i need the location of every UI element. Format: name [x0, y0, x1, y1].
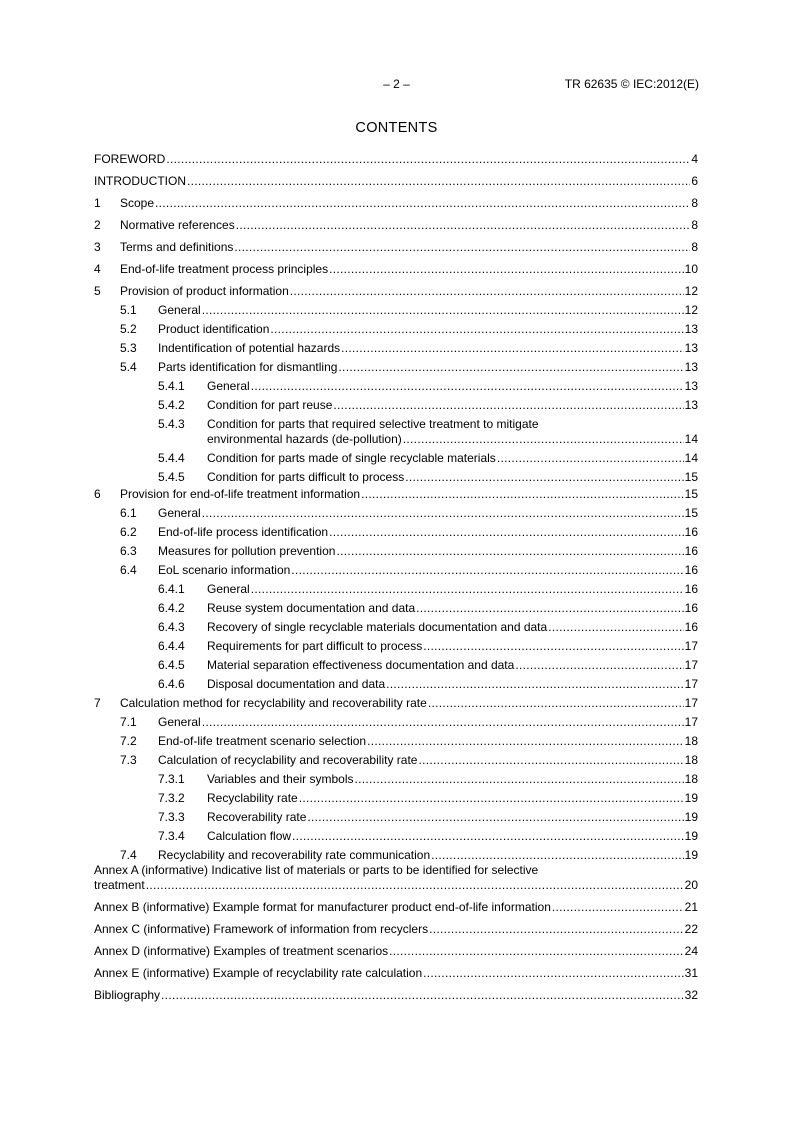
toc-page: 17: [684, 658, 698, 672]
toc-page: 17: [684, 639, 698, 653]
toc-entry-6-4-6[interactable]: [94, 677, 698, 692]
toc-number: 7.4: [120, 848, 137, 862]
toc-entry-5-4-5[interactable]: [94, 470, 698, 485]
toc-title: Variables and their symbols: [207, 772, 354, 786]
toc-page: 21: [684, 900, 698, 914]
toc-entry-7-2[interactable]: [94, 734, 698, 749]
dot-leader: [329, 262, 684, 277]
toc-number: 5: [94, 284, 101, 298]
toc-entry-5-4-3[interactable]: [94, 417, 698, 447]
dot-leader: [405, 470, 683, 485]
toc-entry-6[interactable]: [94, 487, 698, 502]
toc-number: 7.3.1: [158, 772, 185, 786]
dot-leader: [202, 303, 684, 318]
toc-page: 19: [684, 848, 698, 862]
toc-entry-7-3-3[interactable]: [94, 810, 698, 825]
dot-leader: [389, 944, 684, 959]
toc-number: 6.3: [120, 544, 137, 558]
toc-page: 8: [691, 218, 698, 232]
dot-leader: [202, 715, 684, 730]
toc-title: End-of-life process identification: [158, 525, 329, 539]
toc-page: 16: [684, 525, 698, 539]
toc-title: General: [158, 506, 201, 520]
toc-title: Calculation flow: [207, 829, 292, 843]
toc-page: 31: [684, 966, 698, 980]
toc-page: 16: [684, 620, 698, 634]
toc-page: 16: [684, 563, 698, 577]
toc-title-line1: Condition for parts that required selective treatment to mitigate: [207, 417, 539, 431]
toc-page: 10: [684, 262, 698, 276]
toc-title: Terms and definitions: [120, 240, 234, 254]
page-number: – 2 –: [383, 77, 410, 91]
toc-entry-7-3-2[interactable]: [94, 791, 698, 806]
toc-title: General: [207, 582, 250, 596]
dot-leader: [291, 563, 683, 578]
toc-number: 6.4.1: [158, 582, 185, 596]
toc-entry-7-3[interactable]: [94, 753, 698, 768]
toc-title: Condition for parts difficult to process: [207, 470, 405, 484]
toc-entry-3[interactable]: [94, 240, 698, 255]
toc-entry-introduction[interactable]: [94, 174, 698, 189]
toc-entry-6-2[interactable]: [94, 525, 698, 540]
document-identifier: TR 62635 © IEC:2012(E): [564, 77, 699, 91]
toc-page: 13: [684, 360, 698, 374]
dot-leader: [515, 658, 683, 673]
toc-title: Calculation of recyclability and recoverability rate: [158, 753, 418, 767]
toc-title: Annex D (informative) Examples of treatment scenarios: [94, 944, 389, 958]
toc-entry-5-4[interactable]: [94, 360, 698, 375]
toc-page: 32: [684, 988, 698, 1002]
dot-leader: [416, 601, 684, 616]
toc-title: Scope: [120, 196, 155, 210]
toc-number: 6.4.4: [158, 639, 185, 653]
toc-number: 5.4.5: [158, 470, 185, 484]
toc-title: Calculation method for recyclability and recoverability rate: [120, 696, 427, 710]
toc-entry-6-4-2[interactable]: [94, 601, 698, 616]
toc-entry-6-4-3[interactable]: [94, 620, 698, 635]
toc-entry-7-4[interactable]: [94, 848, 698, 863]
dot-leader: [166, 152, 690, 167]
toc-page: 17: [684, 715, 698, 729]
toc-title: Parts identification for dismantling: [158, 360, 338, 374]
toc-title: Disposal documentation and data: [207, 677, 386, 691]
toc-title: INTRODUCTION: [94, 174, 186, 188]
toc-number: 5.4.3: [158, 417, 185, 431]
toc-entry-6-1[interactable]: [94, 506, 698, 521]
toc-number: 5.2: [120, 322, 137, 336]
dot-leader: [336, 544, 683, 559]
dot-leader: [386, 677, 684, 692]
dot-leader: [329, 525, 684, 540]
toc-title: End-of-life treatment process principles: [120, 262, 329, 276]
toc-number: 3: [94, 240, 101, 254]
toc-title-line1: Annex A (informative) Indicative list of materials or parts to be identified for selective: [94, 863, 539, 877]
toc-title: Material separation effectiveness documentation and data: [207, 658, 515, 672]
dot-leader: [299, 791, 684, 806]
contents-heading: CONTENTS: [355, 120, 438, 136]
dot-leader: [497, 451, 684, 466]
toc-entry-5-2[interactable]: [94, 322, 698, 337]
toc-number: 6.4.6: [158, 677, 185, 691]
dot-leader: [161, 988, 684, 1003]
toc-page: 19: [684, 829, 698, 843]
toc-title-line2: treatment: [94, 878, 145, 892]
toc-entry-5-4-1[interactable]: [94, 379, 698, 394]
toc-number: 6.4: [120, 563, 137, 577]
toc-title: General: [158, 715, 201, 729]
dot-leader: [270, 322, 683, 337]
dot-leader: [251, 379, 684, 394]
toc-page: 8: [691, 196, 698, 210]
dot-leader: [423, 639, 683, 654]
toc-title: Reuse system documentation and data: [207, 601, 416, 615]
toc-page: 6: [691, 174, 698, 188]
dot-leader: [548, 620, 683, 635]
toc-number: 6.4.3: [158, 620, 185, 634]
toc-number: 2: [94, 218, 101, 232]
toc-entry-annex-e[interactable]: [94, 966, 698, 981]
dot-leader: [552, 900, 684, 915]
toc-entry-5-1[interactable]: [94, 303, 698, 318]
toc-title: Annex B (informative) Example format for manufacturer product end-of-life information: [94, 900, 551, 914]
toc-title-line2: environmental hazards (de-pollution): [207, 432, 402, 446]
toc-page: 20: [684, 878, 698, 892]
toc-entry-6-4[interactable]: [94, 563, 698, 578]
toc-page: 18: [684, 734, 698, 748]
toc-title: Normative references: [120, 218, 235, 232]
toc-page: 14: [684, 451, 698, 465]
toc-entry-annex-d[interactable]: [94, 944, 698, 959]
toc-page: 19: [684, 791, 698, 805]
toc-entry-annex-a[interactable]: [94, 863, 698, 893]
dot-leader: [418, 753, 683, 768]
toc-entry-5-4-4[interactable]: [94, 451, 698, 466]
toc-page: 18: [684, 772, 698, 786]
toc-number: 5.4.4: [158, 451, 185, 465]
toc-title: Recyclability and recoverability rate communication: [158, 848, 431, 862]
toc-page: 18: [684, 753, 698, 767]
dot-leader: [202, 506, 684, 521]
toc-page: 17: [684, 696, 698, 710]
toc-number: 6.4.5: [158, 658, 185, 672]
dot-leader: [341, 341, 684, 356]
toc-entry-7-3-1[interactable]: [94, 772, 698, 787]
toc-page: 16: [684, 601, 698, 615]
dot-leader: [290, 284, 684, 299]
toc-number: 6.4.2: [158, 601, 185, 615]
toc-title: FOREWORD: [94, 152, 166, 166]
toc-title: General: [207, 379, 250, 393]
toc-title: Provision of product information: [120, 284, 289, 298]
dot-leader: [146, 878, 684, 893]
toc-entry-5[interactable]: [94, 284, 698, 299]
toc-page: 14: [684, 432, 698, 446]
toc-number: 5.4.2: [158, 398, 185, 412]
toc-title: Condition for parts made of single recyclable materials: [207, 451, 496, 465]
toc-number: 4: [94, 262, 101, 276]
toc-page: 13: [684, 379, 698, 393]
toc-entry-7[interactable]: [94, 696, 698, 711]
toc-entry-bibliography[interactable]: [94, 988, 698, 1003]
toc-title: Recoverability rate: [207, 810, 307, 824]
toc-page: 19: [684, 810, 698, 824]
toc-title: EoL scenario information: [158, 563, 291, 577]
toc-title: Product identification: [158, 322, 270, 336]
toc-number: 7.1: [120, 715, 137, 729]
toc-title: Annex C (informative) Framework of information from recyclers: [94, 922, 429, 936]
toc-number: 7.2: [120, 734, 137, 748]
toc-entry-foreword[interactable]: [94, 152, 698, 167]
toc-entry-annex-c[interactable]: [94, 922, 698, 937]
toc-entry-6-4-1[interactable]: [94, 582, 698, 597]
toc-number: 5.3: [120, 341, 137, 355]
toc-page: 15: [684, 506, 698, 520]
toc-title: End-of-life treatment scenario selection: [158, 734, 367, 748]
dot-leader: [403, 432, 684, 447]
dot-leader: [333, 398, 683, 413]
toc-page: 13: [684, 322, 698, 336]
toc-number: 7.3.4: [158, 829, 185, 843]
toc-title: Condition for part reuse: [207, 398, 333, 412]
toc-entry-1[interactable]: [94, 196, 698, 211]
toc-page: 12: [684, 284, 698, 298]
toc-entry-6-4-5[interactable]: [94, 658, 698, 673]
dot-leader: [367, 734, 684, 749]
toc-number: 6: [94, 487, 101, 501]
dot-leader: [292, 829, 684, 844]
toc-number: 5.1: [120, 303, 137, 317]
toc-number: 6.2: [120, 525, 137, 539]
dot-leader: [338, 360, 683, 375]
toc-entry-7-1[interactable]: [94, 715, 698, 730]
dot-leader: [155, 196, 690, 211]
dot-leader: [236, 218, 691, 233]
dot-leader: [431, 848, 684, 863]
toc-number: 5.4: [120, 360, 137, 374]
toc-title: Recyclability rate: [207, 791, 298, 805]
dot-leader: [234, 240, 690, 255]
table-of-contents: [94, 152, 698, 1002]
toc-page: 12: [684, 303, 698, 317]
toc-number: 7.3.2: [158, 791, 185, 805]
dot-leader: [307, 810, 683, 825]
toc-page: 13: [684, 341, 698, 355]
toc-entry-2[interactable]: [94, 218, 698, 233]
toc-entry-6-4-4[interactable]: [94, 639, 698, 654]
toc-page: 4: [691, 152, 698, 166]
dot-leader: [428, 696, 684, 711]
dot-leader: [355, 772, 684, 787]
toc-number: 5.4.1: [158, 379, 185, 393]
toc-page: 13: [684, 398, 698, 412]
dot-leader: [251, 582, 684, 597]
toc-page: 8: [691, 240, 698, 254]
toc-page: 17: [684, 677, 698, 691]
dot-leader: [423, 966, 684, 981]
toc-title: Bibliography: [94, 988, 161, 1002]
toc-page: 16: [684, 544, 698, 558]
toc-title: Indentification of potential hazards: [158, 341, 341, 355]
toc-number: 7.3: [120, 753, 137, 767]
toc-number: 7: [94, 696, 101, 710]
toc-page: 16: [684, 582, 698, 596]
toc-title: General: [158, 303, 201, 317]
toc-page: 15: [684, 487, 698, 501]
dot-leader: [187, 174, 690, 189]
toc-number: 7.3.3: [158, 810, 185, 824]
toc-page: 15: [684, 470, 698, 484]
toc-number: 6.1: [120, 506, 137, 520]
toc-title: Requirements for part difficult to process: [207, 639, 423, 653]
toc-entry-5-3[interactable]: [94, 341, 698, 356]
toc-entry-5-4-2[interactable]: [94, 398, 698, 413]
toc-entry-7-3-4[interactable]: [94, 829, 698, 844]
toc-page: 24: [684, 944, 698, 958]
toc-title: Recovery of single recyclable materials documentation and data: [207, 620, 548, 634]
dot-leader: [429, 922, 684, 937]
toc-entry-6-3[interactable]: [94, 544, 698, 559]
toc-entry-annex-b[interactable]: [94, 900, 698, 915]
dot-leader: [361, 487, 684, 502]
toc-number: 1: [94, 196, 101, 210]
toc-title: Measures for pollution prevention: [158, 544, 336, 558]
toc-page: 22: [684, 922, 698, 936]
toc-title: Provision for end-of-life treatment information: [120, 487, 361, 501]
toc-entry-4[interactable]: [94, 262, 698, 277]
toc-title: Annex E (informative) Example of recyclability rate calculation: [94, 966, 423, 980]
